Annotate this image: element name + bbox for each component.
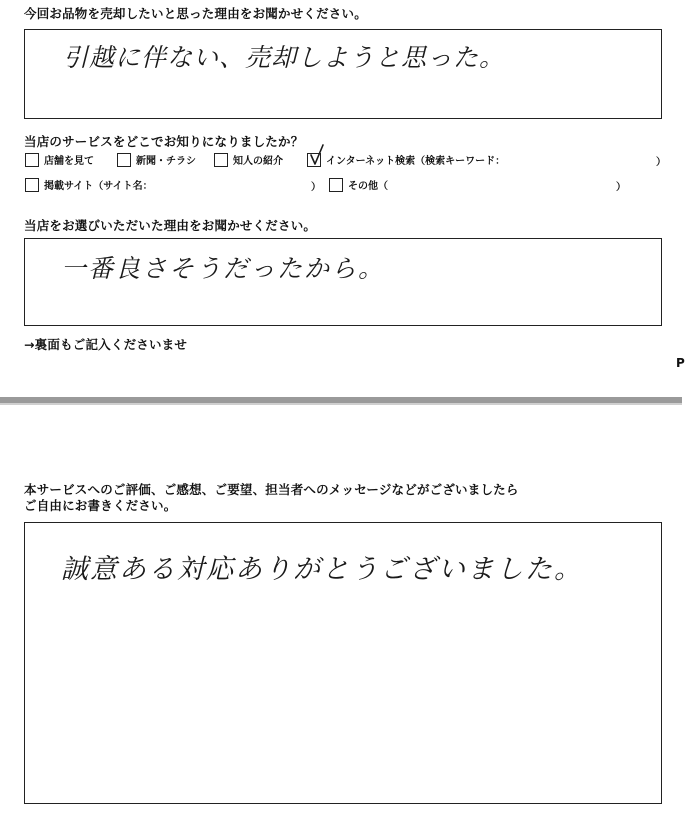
checkbox-other[interactable] [329, 178, 343, 192]
answer-box-sell-reason[interactable] [24, 29, 662, 119]
option-store-label: 店舗を見て [44, 156, 94, 167]
handwritten-answer-why-chosen: 一番良さそうだったから。 [61, 254, 386, 283]
option-internet-label: インターネット検索（検索キーワード： [326, 156, 506, 167]
option-newspaper-label: 新聞・チラシ [136, 156, 196, 167]
option-listing-site[interactable] [25, 177, 153, 192]
checkbox-store[interactable] [25, 153, 39, 167]
checkbox-referral[interactable] [214, 153, 228, 167]
answer-box-feedback[interactable] [24, 522, 662, 804]
close-paren-listing-site: ） [311, 182, 321, 193]
answer-box-why-chosen[interactable] [24, 238, 662, 326]
question-feedback-line1: 本サービスへのご評価、ご感想、ご要望、担当者へのメッセージなどがございましたら [24, 482, 519, 497]
option-store[interactable] [25, 152, 94, 167]
option-other-label: その他（ [348, 181, 388, 192]
handwritten-answer-feedback: 誠意ある対応ありがとうございました。 [61, 554, 583, 585]
option-listing-site-label: 掲載サイト（サイト名： [44, 181, 153, 192]
close-paren-internet: ） [656, 157, 666, 168]
back-side-note: →裏面もご記入くださいませ [24, 337, 188, 352]
check-mark-icon [309, 144, 325, 166]
page-divider-shadow [0, 403, 682, 405]
edge-char: P [676, 356, 685, 370]
option-newspaper[interactable] [117, 152, 196, 167]
option-internet[interactable] [307, 152, 505, 167]
checkbox-newspaper[interactable] [117, 153, 131, 167]
option-other[interactable] [329, 177, 388, 192]
option-referral[interactable] [214, 152, 283, 167]
question-how-heard: 当店のサービスをどこでお知りになりましたか？ [24, 134, 304, 149]
close-paren-other: ） [616, 182, 626, 193]
option-referral-label: 知人の紹介 [233, 156, 283, 167]
question-sell-reason: 今回お品物を売却したいと思った理由をお聞かせください。 [24, 6, 367, 21]
question-feedback-line2: ご自由にお書きください。 [24, 498, 177, 513]
checkbox-listing-site[interactable] [25, 178, 39, 192]
handwritten-answer-sell-reason: 引越に伴ない、売却しようと思った。 [63, 43, 506, 72]
question-why-chosen: 当店をお選びいただいた理由をお聞かせください。 [24, 218, 317, 233]
checkbox-internet[interactable] [307, 153, 321, 167]
